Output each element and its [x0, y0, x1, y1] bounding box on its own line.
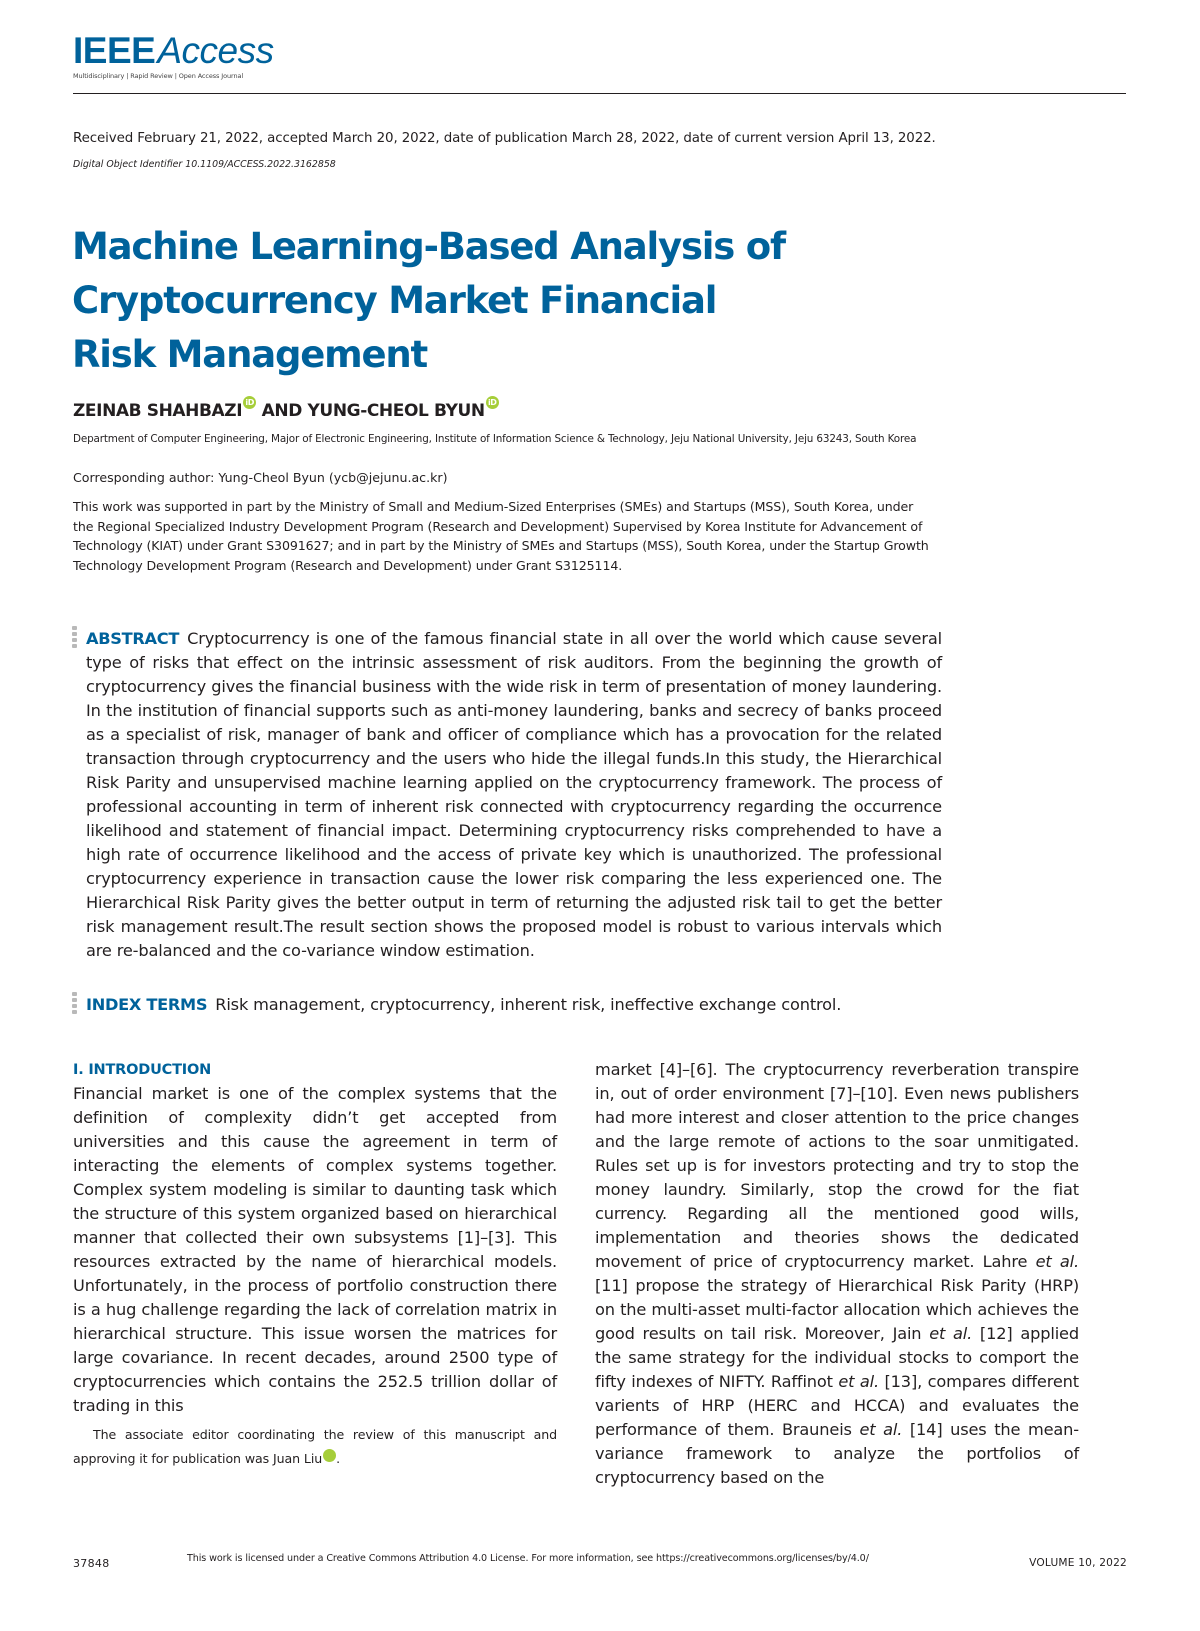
title-line-2: Cryptocurrency Market Financial: [72, 279, 717, 322]
et-al: et al.: [1035, 1252, 1079, 1271]
affiliation: Department of Computer Engineering, Major of Electronic Engineering, Institute of Information Science & Technology, Jeju National University, Jeju 63243, South Korea: [73, 433, 917, 445]
index-terms-text: Risk management, cryptocurrency, inherent risk, ineffective exchange control.: [215, 995, 842, 1014]
title-line-3: Risk Management: [72, 333, 428, 376]
body-column-right: [595, 1058, 1079, 1490]
col2-text-c: [12] applied the same strategy for the individual stocks to comport the fifty indexes of NIFTY. Raffinot: [595, 1324, 1079, 1391]
journal-logo: [73, 32, 274, 80]
header-rule: [73, 93, 1126, 94]
body-column-left: Financial market is one of the complex systems that the definition of complexity didn’t get accepted from universities and this cause the agreement in term of interacting the elements of complex systems together. Complex system modeling is similar to daunting task which the structure of this system organized based on hierarchical manner that collected their own subsystems [1]–[3]. This resources extracted by the name of hierarchical models. Unfortunately, in the process of portfolio construction there is a hug challenge regarding the lack of correlation matrix in hierarchical structure. This issue worsen the matrices for large covariance. In recent decades, around 2500 type of cryptocurrencies which contains the 252.5 trillion dollar of trading in this: [73, 1084, 557, 1415]
abstract-text: Cryptocurrency is one of the famous financial state in all over the world which cause several type of risks that effect on the intrinsic assessment of risk auditors. From the beginning the growth of cryptocurrency gives the financial business with the wide risk in term of presentation of money laundering. In the institution of financial supports such as anti-money laundering, banks and secrecy of banks proceed as a specialist of risk, manager of bank and officer of compliance which has a provocation for the related transaction through cryptocurrency and the users who hide the illegal funds.In this study, the Hierarchical Risk Parity and unsupervised machine learning applied on the cryptocurrency framework. The process of professional accounting in term of inherent risk connected with cryptocurrency regarding the occurrence likelihood and statement of financial impact. Determining cryptocurrency risks comprehended to have a high rate of occurrence likelihood and the access of private key which is unauthorized. The professional cryptocurrency experience in transaction cause the lower risk comparing the less experienced one. The Hierarchical Risk Parity gives the better output in term of returning the adjusted risk tail to get the better risk management result.The result section shows the proposed model is robust to various intervals which are re-balanced and the co-variance window estimation.: [86, 629, 942, 960]
license-notice: This work is licensed under a Creative Commons Attribution 4.0 License. For more information, see https://creativecommons.org/licenses/by/4.0/: [187, 1553, 869, 1564]
corresponding-author: Corresponding author: Yung-Cheol Byun (ycb@jejunu.ac.kr): [73, 470, 448, 485]
volume-label: VOLUME 10, 2022: [1029, 1557, 1127, 1569]
et-al: et al.: [929, 1324, 973, 1343]
col2-text-a: market [4]–[6]. The cryptocurrency reverberation transpire in, out of order environment [7]–[10]. Even news publishers had more interest and closer attention to the price changes and the large remote of actions to the soar unmitigated. Rules set up is for investors protecting and try to stop the money laundry. Similarly, stop the crowd for the fiat currency. Regarding all the mentioned good wills, implementation and theories shows the dedicated movement of price of cryptocurrency market. Lahre: [595, 1060, 1079, 1271]
author-list: [73, 398, 499, 421]
index-terms-heading: INDEX TERMS: [86, 995, 208, 1014]
orcid-icon[interactable]: iD: [323, 1449, 336, 1462]
paper-title: [72, 220, 852, 382]
col2-text-e: [14] uses the mean-variance framework to analyze the portfolios of cryptocurrency based on the: [595, 1420, 1079, 1487]
logo-tagline: Multidisciplinary | Rapid Review | Open Access Journal: [73, 72, 244, 80]
editor-footnote: [73, 1423, 557, 1471]
funding-note: This work was supported in part by the Ministry of Small and Medium-Sized Enterprises (SMEs) and Startups (MSS), South Korea, under the Regional Specialized Industry Development Program (Research and Development) Supervised by Korea Institute for Advancement of Technology (KIAT) under Grant S3091627; and in part by the Ministry of SMEs and Startups (MSS), South Korea, under the Startup Growth Technology Development Program (Research and Development) under Grant S3125114.: [73, 499, 929, 573]
index-terms-marker-icon: [72, 992, 80, 1016]
abstract-marker-icon: [72, 626, 80, 650]
logo-wordmark: [73, 32, 274, 69]
footnote-end: .: [336, 1451, 341, 1466]
doi-line: Digital Object Identifier 10.1109/ACCESS.2022.3162858: [73, 159, 336, 170]
author-2-name: YUNG-CHEOL BYUN: [307, 401, 485, 421]
col2-text-d: [13], compares different varients of HRP (HERC and HCCA) and evaluates the performance of them. Brauneis: [595, 1372, 1079, 1439]
orcid-icon[interactable]: iD: [243, 396, 256, 409]
footnote-text: The associate editor coordinating the review of this manuscript and approving it for publication was Juan Liu: [73, 1427, 557, 1466]
section-heading: I. INTRODUCTION: [73, 1062, 212, 1078]
logo-access-text: Access: [157, 30, 274, 71]
received-dates: Received February 21, 2022, accepted March 20, 2022, date of publication March 28, 2022, date of current version April 13, 2022.: [73, 131, 936, 146]
author-separator: AND: [256, 401, 308, 421]
orcid-icon[interactable]: iD: [486, 396, 499, 409]
index-terms: [86, 993, 942, 1017]
author-1-name: ZEINAB SHAHBAZI: [73, 401, 243, 421]
page-number: 37848: [73, 1557, 110, 1570]
title-line-1: Machine Learning-Based Analysis of: [72, 225, 785, 268]
logo-ieee-text: IEEE: [73, 30, 156, 71]
et-al: et al.: [838, 1372, 879, 1391]
abstract: [86, 627, 942, 963]
col2-text-b: [11] propose the strategy of Hierarchical Risk Parity (HRP) on the multi-asset multi-factor allocation which achieves the good results on tail risk. Moreover, Jain: [595, 1276, 1079, 1343]
abstract-heading: ABSTRACT: [86, 629, 180, 648]
et-al: et al.: [859, 1420, 903, 1439]
